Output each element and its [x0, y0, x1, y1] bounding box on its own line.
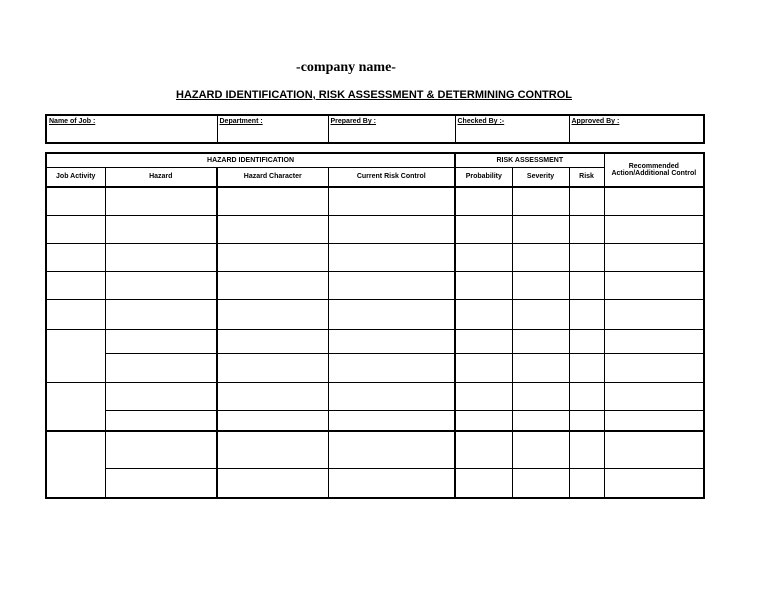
cell[interactable]	[105, 243, 217, 271]
cell[interactable]	[328, 271, 455, 299]
cell[interactable]	[328, 187, 455, 215]
cell[interactable]	[604, 468, 704, 498]
cell[interactable]	[105, 299, 217, 329]
table-row	[46, 382, 704, 410]
cell[interactable]	[46, 215, 105, 243]
table-row	[46, 431, 704, 468]
cell[interactable]	[217, 353, 328, 382]
cell[interactable]	[217, 468, 328, 498]
cell[interactable]	[604, 410, 704, 431]
table-row	[46, 187, 704, 215]
cell[interactable]	[569, 187, 604, 215]
table-row	[46, 299, 704, 329]
cell[interactable]	[512, 271, 569, 299]
cell[interactable]	[217, 410, 328, 431]
cell[interactable]	[105, 187, 217, 215]
cell[interactable]	[512, 329, 569, 353]
hazard-identification-header: HAZARD IDENTIFICATION	[46, 153, 455, 167]
checked-by-field[interactable]: Checked By :-	[455, 115, 569, 143]
cell[interactable]	[105, 410, 217, 431]
cell[interactable]	[217, 382, 328, 410]
cell[interactable]	[512, 243, 569, 271]
cell[interactable]	[455, 410, 512, 431]
cell[interactable]	[46, 431, 105, 498]
cell[interactable]	[604, 431, 704, 468]
cell[interactable]	[512, 299, 569, 329]
cell[interactable]	[455, 353, 512, 382]
col-job-activity: Job Activity	[46, 167, 105, 187]
cell[interactable]	[105, 468, 217, 498]
cell[interactable]	[455, 431, 512, 468]
cell[interactable]	[328, 431, 455, 468]
cell[interactable]	[46, 187, 105, 215]
cell[interactable]	[328, 299, 455, 329]
cell[interactable]	[512, 187, 569, 215]
cell[interactable]	[455, 187, 512, 215]
cell[interactable]	[105, 353, 217, 382]
cell[interactable]	[569, 299, 604, 329]
cell[interactable]	[604, 329, 704, 353]
cell[interactable]	[512, 382, 569, 410]
cell[interactable]	[604, 382, 704, 410]
job-info-table	[45, 114, 705, 144]
cell[interactable]	[105, 329, 217, 353]
cell[interactable]	[569, 215, 604, 243]
table-row	[46, 243, 704, 271]
col-severity: Severity	[512, 167, 569, 187]
table-row	[46, 329, 704, 353]
form-title	[0, 89, 748, 101]
cell[interactable]	[455, 382, 512, 410]
name-of-job-field[interactable]: Name of Job :	[46, 115, 217, 143]
risk-assessment-header: RISK ASSESSMENT	[455, 153, 604, 167]
cell[interactable]	[569, 329, 604, 353]
col-risk: Risk	[569, 167, 604, 187]
col-probability: Probability	[455, 167, 512, 187]
department-field[interactable]: Department :	[217, 115, 328, 143]
cell[interactable]	[604, 215, 704, 243]
cell[interactable]	[569, 353, 604, 382]
cell[interactable]	[455, 271, 512, 299]
cell[interactable]	[217, 243, 328, 271]
cell[interactable]	[569, 382, 604, 410]
cell[interactable]	[512, 431, 569, 468]
cell[interactable]	[569, 410, 604, 431]
cell[interactable]	[328, 410, 455, 431]
company-name: -company name-	[296, 60, 396, 75]
cell[interactable]	[217, 187, 328, 215]
table-row	[46, 215, 704, 243]
col-hazard: Hazard	[105, 167, 217, 187]
cell[interactable]	[569, 431, 604, 468]
cell[interactable]	[569, 468, 604, 498]
approved-by-field[interactable]: Approved By :	[569, 115, 704, 143]
cell[interactable]	[328, 468, 455, 498]
cell[interactable]	[604, 299, 704, 329]
table-row	[46, 271, 704, 299]
recommended-header: Recommended Action/Additional Control	[604, 153, 704, 187]
cell[interactable]	[512, 410, 569, 431]
cell[interactable]	[46, 382, 105, 431]
cell[interactable]	[105, 215, 217, 243]
cell[interactable]	[105, 382, 217, 410]
cell[interactable]	[217, 215, 328, 243]
cell[interactable]	[217, 329, 328, 353]
cell[interactable]	[604, 243, 704, 271]
cell[interactable]	[569, 243, 604, 271]
form-title-text: HAZARD IDENTIFICATION, RISK ASSESSMENT & DETERMINING CONTROL	[176, 89, 572, 101]
cell[interactable]	[105, 431, 217, 468]
cell[interactable]	[512, 353, 569, 382]
cell[interactable]	[455, 243, 512, 271]
cell[interactable]	[604, 271, 704, 299]
cell[interactable]	[217, 431, 328, 468]
hazard-table	[45, 152, 705, 499]
table-row	[46, 468, 704, 498]
cell[interactable]	[604, 187, 704, 215]
cell[interactable]	[328, 382, 455, 410]
table-row	[46, 410, 704, 431]
col-hazard-character: Hazard Character	[217, 167, 328, 187]
cell[interactable]	[455, 329, 512, 353]
table-row	[46, 353, 704, 382]
cell[interactable]	[105, 271, 217, 299]
cell[interactable]	[46, 271, 105, 299]
cell[interactable]	[455, 468, 512, 498]
cell[interactable]	[46, 329, 105, 382]
cell[interactable]	[46, 243, 105, 271]
cell[interactable]	[455, 299, 512, 329]
cell[interactable]	[569, 271, 604, 299]
cell[interactable]	[328, 243, 455, 271]
cell[interactable]	[328, 215, 455, 243]
col-current-risk-control: Current Risk Control	[328, 167, 455, 187]
cell[interactable]	[604, 353, 704, 382]
cell[interactable]	[217, 299, 328, 329]
cell[interactable]	[512, 215, 569, 243]
cell[interactable]	[328, 353, 455, 382]
cell[interactable]	[512, 468, 569, 498]
cell[interactable]	[46, 299, 105, 329]
prepared-by-field[interactable]: Prepared By :	[328, 115, 455, 143]
cell[interactable]	[455, 215, 512, 243]
cell[interactable]	[217, 271, 328, 299]
cell[interactable]	[328, 329, 455, 353]
